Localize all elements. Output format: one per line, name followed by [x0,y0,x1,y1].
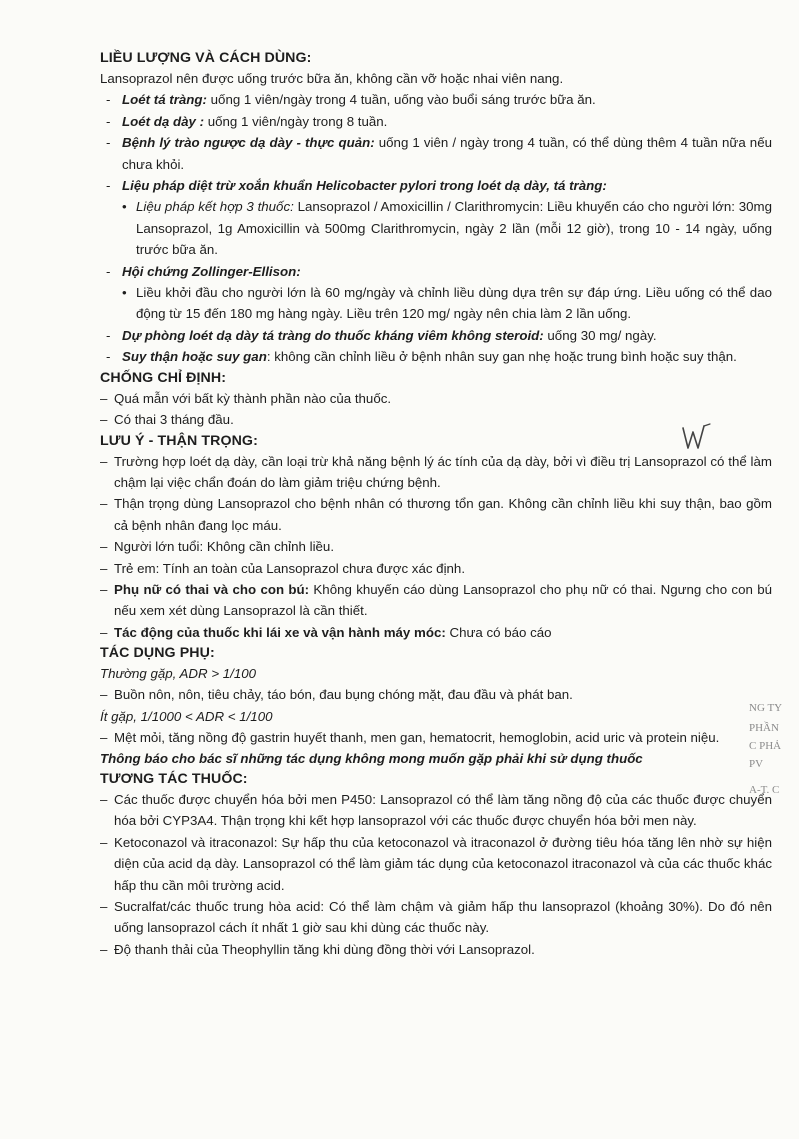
caution-item: – Trường hợp loét dạ dày, cần loại trừ khả năng bệnh lý ác tính của dạ dày, bởi vì điều trị Lansoprazol có thể làm chậm lại việc chẩn đoán do làm giảm triệu chứng bệnh. [100,453,772,490]
side-effect-item: – Buồn nôn, nôn, tiêu chảy, táo bón, đau bụng chóng mặt, đau đầu và phát ban. [100,687,573,703]
dosage-item: - Liệu pháp diệt trừ xoắn khuẩn Helicobacter pylori trong loét dạ dày, tá tràng: [106,178,607,194]
contraindication-item: – Quá mẫn với bất kỳ thành phần nào của thuốc. [100,390,392,406]
interaction-item: – Độ thanh thải của Theophyllin tăng khi dùng đồng thời với Lansoprazol. [100,941,535,957]
dosage-heading: LIỀU LƯỢNG VÀ CÁCH DÙNG: [100,50,312,66]
stamp-fragment: PV [749,758,764,770]
document-page [100,48,772,960]
common-frequency-label: Thường gặp, ADR > 1/100 [100,666,257,682]
dosage-item: - Loét dạ dày : uống 1 viên/ngày trong 8 tuần. [106,113,388,129]
interaction-item: – Sucralfat/các thuốc trung hòa acid: Có thể làm chậm và giảm hấp thu lansoprazol (khoảng 30%). Do đó nên uống lansoprazol cách ít nhất 1 giờ sau khi dùng các thuốc này. [100,899,772,936]
contraindication-item: – Có thai 3 tháng đầu. [100,412,234,428]
dosage-item: - Hội chứng Zollinger-Ellison: [106,263,301,279]
ze-bullet: • Liều khởi đầu cho người lớn là 60 mg/ngày và chỉnh liều dùng dựa trên sự đáp ứng. Liều uống có thể dao động từ 15 đến 180 mg hàng ngày. Liều trên 120 mg/ ngày nên chia làm 2 lần uống. [122,285,772,322]
contraindication-heading: CHỐNG CHỈ ĐỊNH: [100,369,227,386]
rare-frequency-label: Ít gặp, 1/1000 < ADR < 1/100 [100,708,273,724]
dosage-item: - Dự phòng loét dạ dày tá tràng do thuốc kháng viêm không steroid: uống 30 mg/ ngày. [106,327,657,343]
dosage-intro: Lansoprazol nên được uống trước bữa ăn, không cần vỡ hoặc nhai viên nang. [100,71,564,86]
side-effect-item: – Mệt mỏi, tăng nồng độ gastrin huyết thanh, men gan, hematocrit, hemoglobin, acid uric và protein niệu. [100,729,720,745]
stamp-fragment: PHẦN [749,722,779,734]
caution-item: – Phụ nữ có thai và cho con bú: Không khuyến cáo dùng Lansoprazol cho phụ nữ có thai. Ngưng cho con bú nếu xem xét dùng Lansoprazol là cần thiết. [100,581,772,619]
caution-item: – Thận trọng dùng Lansoprazol cho bệnh nhân có thương tổn gan. Không cần chỉnh liều khi suy thận, bao gồm cả bệnh nhân đang lọc máu. [100,496,772,533]
interaction-heading: TƯƠNG TÁC THUỐC: [100,770,248,787]
handwritten-signature-icon [680,422,720,452]
interaction-item: – Ketoconazol và itraconazol: Sự hấp thu của ketoconazol và itraconazol ở đường tiêu hóa tăng lên nhờ sự hiện diện của acid dạ dày. Lansoprazol có thể làm giảm tác dụng của ketoconazol itraconazol và của các thuốc khác hấp thu cần môi trường acid. [100,834,772,893]
stamp-fragment: A-T. C [749,784,780,796]
report-notice: Thông báo cho bác sĩ những tác dụng không mong muốn gặp phải khi sử dụng thuốc [100,750,643,766]
stamp-fragment: C PHẢ [749,740,782,752]
hp-therapy-bullet: • Liệu pháp kết hợp 3 thuốc: Lansoprazol / Amoxicillin / Clarithromycin: Liều khuyến cáo cho người lớn: 30mg Lansoprazol, 1g Amoxicillin và 500mg Clarithromycin, ngày 2 lần (mỗi 12 giờ), trong 10 - 14 ngày, uống trước bữa ăn. [122,199,773,258]
dosage-item: - Loét tá tràng: uống 1 viên/ngày trong 4 tuần, uống vào buổi sáng trước bữa ăn. [106,92,596,108]
interaction-item: – Các thuốc được chuyển hóa bởi men P450: Lansoprazol có thể làm tăng nồng độ của các thuốc được chuyển hóa bởi CYP3A4. Thận trọng khi kết hợp lansoprazol với các thuốc được chuyển hóa bởi men này. [100,791,772,829]
caution-heading: LƯU Ý - THẬN TRỌNG: [100,432,258,449]
dosage-item: - Suy thận hoặc suy gan: không cần chỉnh liều ở bệnh nhân suy gan nhẹ hoặc trung bình hoặc suy thận. [106,349,737,365]
dosage-item: - Bệnh lý trào ngược dạ dày - thực quản: uống 1 viên / ngày trong 4 tuần, có thể dùng thêm 4 tuần nữa nếu chưa khỏi. [106,135,772,172]
caution-item: – Trẻ em: Tính an toàn của Lansoprazol chưa được xác định. [100,560,466,576]
caution-item: – Người lớn tuổi: Không cần chỉnh liều. [100,539,335,555]
caution-item: – Tác động của thuốc khi lái xe và vận hành máy móc: Chưa có báo cáo [100,624,552,640]
stamp-fragment: NG TY [749,702,783,714]
side-effects-heading: TÁC DỤNG PHỤ: [100,645,215,662]
